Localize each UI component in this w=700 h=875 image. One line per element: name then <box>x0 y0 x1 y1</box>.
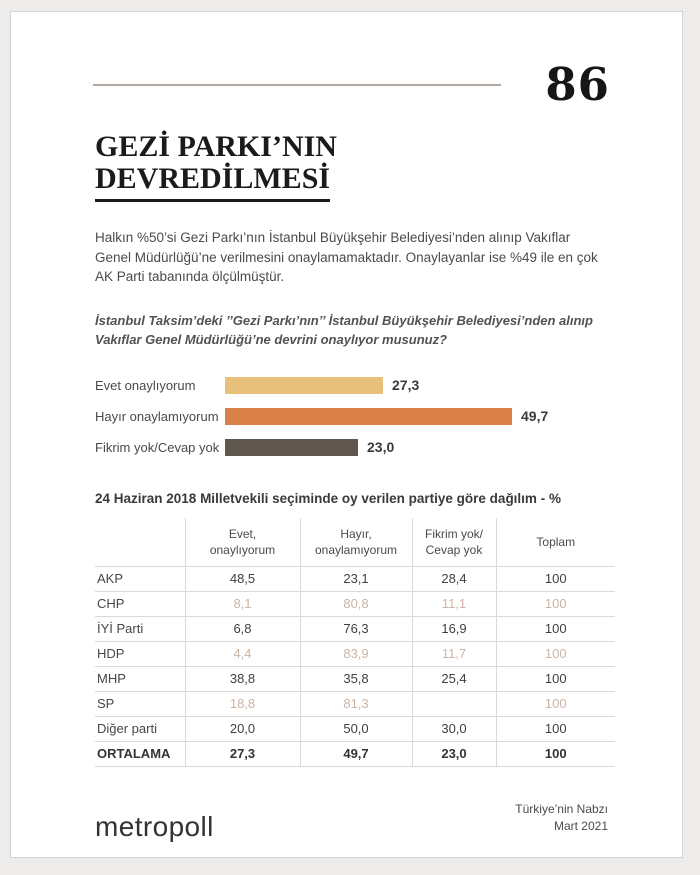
table-header-cell: Fikrim yok/ Cevap yok <box>412 518 496 567</box>
bar-chart <box>95 370 622 463</box>
chart-bar <box>225 408 512 425</box>
summary-paragraph: Halkın %50’si Gezi Parkı’nın İstanbul Büyükşehir Belediyesi’nden alınıp Vakıflar Genel Müdürlüğü’ne verilmesini onaylamamaktadır. Onaylayanlar ise %49 ile en çok AK Parti tabanında ölçülmüştür. <box>95 230 598 285</box>
value-cell: 35,8 <box>300 666 412 691</box>
value-cell: 25,4 <box>412 666 496 691</box>
value-cell: 16,9 <box>412 616 496 641</box>
page-number: 86 <box>545 58 610 111</box>
page-footer <box>95 801 608 841</box>
value-cell: 11,1 <box>412 591 496 616</box>
value-cell: 11,7 <box>412 641 496 666</box>
value-cell: 20,0 <box>185 716 300 741</box>
value-cell: 100 <box>496 691 615 716</box>
chart-bar <box>225 377 383 394</box>
table-row <box>95 666 615 691</box>
value-cell: 49,7 <box>300 741 412 766</box>
metropoll-logo: metropoll <box>95 811 214 842</box>
table-row <box>95 716 615 741</box>
report-title <box>95 131 610 202</box>
value-cell: 100 <box>496 666 615 691</box>
header-rule <box>93 84 501 86</box>
table-header-cell: Toplam <box>496 518 615 567</box>
table-row <box>95 591 615 616</box>
table-body <box>95 566 615 766</box>
table-header-cell: Hayır, onaylamıyorum <box>300 518 412 567</box>
value-cell: 100 <box>496 716 615 741</box>
page-header <box>93 58 610 111</box>
value-cell: 18,8 <box>185 691 300 716</box>
value-cell: 100 <box>496 641 615 666</box>
value-cell: 100 <box>496 566 615 591</box>
report-page <box>10 11 683 858</box>
chart-row <box>95 401 622 432</box>
party-name-cell: İYİ Parti <box>95 616 185 641</box>
table-title: 24 Haziran 2018 Milletvekili seçiminde oy verilen partiye göre dağılım - % <box>95 490 561 506</box>
party-name-cell: AKP <box>95 566 185 591</box>
results-table <box>95 518 615 767</box>
value-cell: 81,3 <box>300 691 412 716</box>
value-cell: 100 <box>496 741 615 766</box>
value-cell: 48,5 <box>185 566 300 591</box>
value-cell: 28,4 <box>412 566 496 591</box>
value-cell: 23,1 <box>300 566 412 591</box>
value-cell: 38,8 <box>185 666 300 691</box>
report-title-line1: GEZİ PARKI’NIN <box>95 130 337 163</box>
party-name-cell: HDP <box>95 641 185 666</box>
table-header-cell <box>95 518 185 567</box>
table-row <box>95 741 615 766</box>
value-cell: 27,3 <box>185 741 300 766</box>
chart-bar <box>225 439 358 456</box>
value-cell: 30,0 <box>412 716 496 741</box>
party-name-cell: SP <box>95 691 185 716</box>
chart-bar-value: 27,3 <box>392 377 420 394</box>
value-cell: 100 <box>496 616 615 641</box>
value-cell: 8,1 <box>185 591 300 616</box>
table-header-row <box>95 518 615 567</box>
table-row <box>95 691 615 716</box>
chart-bar-label: Evet onaylıyorum <box>95 377 196 393</box>
chart-bar-label: Hayır onaylamıyorum <box>95 408 219 424</box>
footer-meta <box>515 801 608 841</box>
chart-bar-label: Fikrim yok/Cevap yok <box>95 439 220 455</box>
party-name-cell: Diğer parti <box>95 716 185 741</box>
table-row <box>95 566 615 591</box>
chart-bar-value: 23,0 <box>367 439 395 456</box>
party-name-cell: CHP <box>95 591 185 616</box>
table-header <box>95 518 615 567</box>
value-cell: 76,3 <box>300 616 412 641</box>
survey-question: İstanbul Taksim’deki ’’Gezi Parkı’nın’’ İstanbul Büyükşehir Belediyesi’nden alınıp Vakıflar Genel Müdürlüğü’ne devrini onaylıyor musunuz? <box>95 312 593 348</box>
value-cell: 6,8 <box>185 616 300 641</box>
footer-series-title: Türkiye’nin Nabzı <box>515 802 608 817</box>
table-row <box>95 616 615 641</box>
report-title-line2: DEVREDİLMESİ <box>95 163 330 203</box>
chart-row <box>95 432 622 463</box>
value-cell: 50,0 <box>300 716 412 741</box>
chart-bar-value: 49,7 <box>521 408 549 425</box>
table-header-cell: Evet, onaylıyorum <box>185 518 300 567</box>
value-cell: 83,9 <box>300 641 412 666</box>
party-name-cell: MHP <box>95 666 185 691</box>
value-cell: 80,8 <box>300 591 412 616</box>
value-cell: 23,0 <box>412 741 496 766</box>
table-row <box>95 641 615 666</box>
chart-row <box>95 370 622 401</box>
value-cell <box>412 691 496 716</box>
value-cell: 4,4 <box>185 641 300 666</box>
footer-date: Mart 2021 <box>553 819 608 834</box>
value-cell: 100 <box>496 591 615 616</box>
party-name-cell: ORTALAMA <box>95 741 185 766</box>
